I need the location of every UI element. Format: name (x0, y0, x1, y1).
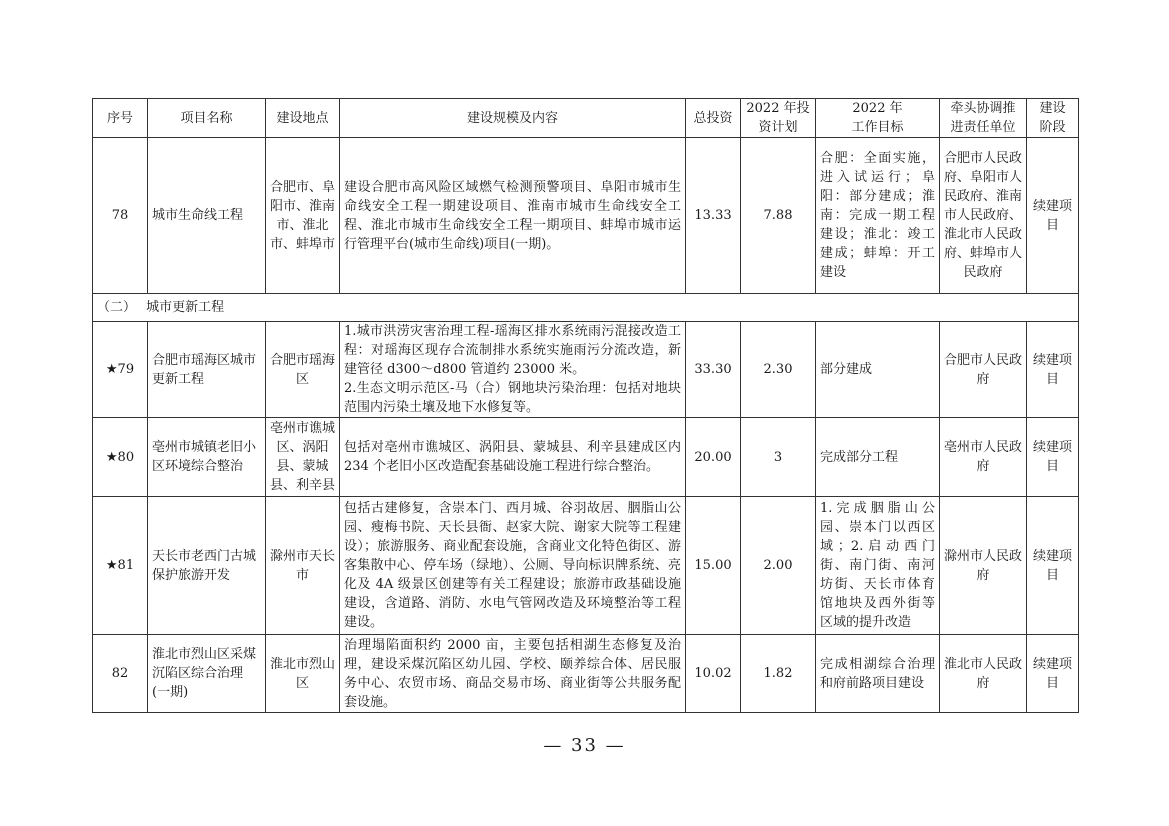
header-stage (1027, 99, 1079, 138)
table-row-82 (93, 635, 1079, 713)
row-location: 淮北市烈山区 (266, 635, 340, 713)
header-content: 建设规模及内容 (340, 99, 686, 138)
row-total: 20.00 (686, 418, 741, 497)
table-row-81 (93, 497, 1079, 635)
row-goal: 完成相湖综合治理和府前路项目建设 (816, 635, 940, 713)
row-plan: 2.30 (741, 322, 816, 418)
row-plan: 1.82 (741, 635, 816, 713)
row-location: 合肥市瑶海区 (266, 322, 340, 418)
row-location: 滁州市天长市 (266, 497, 340, 635)
row-stage: 续建项目 (1027, 497, 1079, 635)
row-total: 33.30 (686, 322, 741, 418)
row-content: 治理塌陷面积约 2000 亩，主要包括相湖生态修复及治理，建设采煤沉陷区幼儿园、学校、颐养综合体、居民服务中心、农贸市场、商品交易市场、商业街等公共服务配套设施。 (340, 635, 686, 713)
header-unit-line-1: 牵头协调推 (950, 101, 1016, 116)
row-unit: 合肥市人民政府、阜阳市人民政府、淮南市人民政府、淮北市人民政府、蚌埠市人民政府 (940, 138, 1027, 294)
row-stage: 续建项目 (1027, 322, 1079, 418)
row-goal: 部分建成 (816, 322, 940, 418)
row-no: ★79 (93, 322, 148, 418)
row-no: ★81 (93, 497, 148, 635)
project-table (92, 98, 1079, 713)
table-row-79 (93, 322, 1079, 418)
header-unit-line-2: 进责任单位 (950, 120, 1016, 135)
header-no: 序号 (93, 99, 148, 138)
page-number: — 33 — (543, 735, 626, 756)
header-goal-line-2: 工作目标 (851, 120, 904, 135)
row-total: 13.33 (686, 138, 741, 294)
header-goal-line-1: 2022 年 (852, 101, 903, 116)
row-stage: 续建项目 (1027, 138, 1079, 294)
section-title: 城市更新工程 (146, 300, 225, 315)
table-row-80 (93, 418, 1079, 497)
header-plan-line-2: 资计划 (758, 120, 798, 135)
row-no: 78 (93, 138, 148, 294)
row-unit: 淮北市人民政府 (940, 635, 1027, 713)
section-label: （二） (97, 300, 137, 315)
row-location: 合肥市、阜阳市、淮南市、淮北市、蚌埠市 (266, 138, 340, 294)
row-stage: 续建项目 (1027, 635, 1079, 713)
section-row (93, 294, 1079, 322)
row-stage: 续建项目 (1027, 418, 1079, 497)
header-plan-line-1: 2022 年投 (746, 101, 810, 116)
row-name: 淮北市烈山区采煤沉陷区综合治理(一期) (148, 635, 266, 713)
header-row (93, 99, 1079, 138)
header-plan (741, 99, 816, 138)
row-content-item-2: 2.生态文明示范区-马（合）钢地块污染治理：包括对地块范围内污染土壤及地下水修复等。 (344, 381, 681, 415)
row-total: 15.00 (686, 497, 741, 635)
row-name: 合肥市瑶海区城市更新工程 (148, 322, 266, 418)
row-goal: 完成部分工程 (816, 418, 940, 497)
row-content: 包括古建修复，含崇本门、西月城、谷羽故居、胭脂山公园、瘦梅书院、天长县衙、赵家大院、谢家大院等工程建设）；旅游服务、商业配套设施，含商业文化特色街区、游客集散中心、停车场（绿地）、公厕、导向标识牌系统、亮化及 4A 级景区创建等有关工程建设；旅游市政基础设施建设，含道路、消防、水电气管网改造及环境整治等工程建设。 (340, 497, 686, 635)
header-stage-line-1: 建设 (1039, 101, 1066, 116)
row-goal: 1.完成胭脂山公园、崇本门以西区域；2.启动西门街、南门街、南河坊街、天长市体育馆地块及西外街等区域的提升改造 (816, 497, 940, 635)
row-name: 天长市老西门古城保护旅游开发 (148, 497, 266, 635)
row-unit: 滁州市人民政府 (940, 497, 1027, 635)
row-plan: 2.00 (741, 497, 816, 635)
header-name: 项目名称 (148, 99, 266, 138)
row-unit: 合肥市人民政府 (940, 322, 1027, 418)
section-heading (93, 294, 1079, 322)
row-location: 亳州市谯城区、涡阳县、蒙城县、利辛县 (266, 418, 340, 497)
row-total: 10.02 (686, 635, 741, 713)
row-unit: 亳州市人民政府 (940, 418, 1027, 497)
row-name: 亳州市城镇老旧小区环境综合整治 (148, 418, 266, 497)
header-location: 建设地点 (266, 99, 340, 138)
row-content (340, 322, 686, 418)
row-name: 城市生命线工程 (148, 138, 266, 294)
row-no: 82 (93, 635, 148, 713)
row-plan: 7.88 (741, 138, 816, 294)
header-stage-line-2: 阶段 (1039, 120, 1066, 135)
header-total: 总投资 (686, 99, 741, 138)
row-content-item-1: 1.城市洪涝灾害治理工程-瑶海区排水系统雨污混接改造工程：对瑶海区现存合流制排水系统实施雨污分流改造，新建管径 d300～d800 管道约 23000 米。 (344, 324, 681, 377)
header-unit (940, 99, 1027, 138)
table-row-78 (93, 138, 1079, 294)
header-goal (816, 99, 940, 138)
row-content: 建设合肥市高风险区域燃气检测预警项目、阜阳市城市生命线安全工程一期建设项目、淮南市城市生命线安全工程、淮北市城市生命线安全工程一期项目、蚌埠市城市运行管理平台(城市生命线)项目(一期)。 (340, 138, 686, 294)
row-plan: 3 (741, 418, 816, 497)
row-goal: 合肥：全面实施，进入试运行；阜阳：部分建成；淮南：完成一期工程建设；淮北：竣工建成；蚌埠：开工建设 (816, 138, 940, 294)
row-no: ★80 (93, 418, 148, 497)
row-content: 包括对亳州市谯城区、涡阳县、蒙城县、利辛县建成区内 234 个老旧小区改造配套基础设施工程进行综合整治。 (340, 418, 686, 497)
